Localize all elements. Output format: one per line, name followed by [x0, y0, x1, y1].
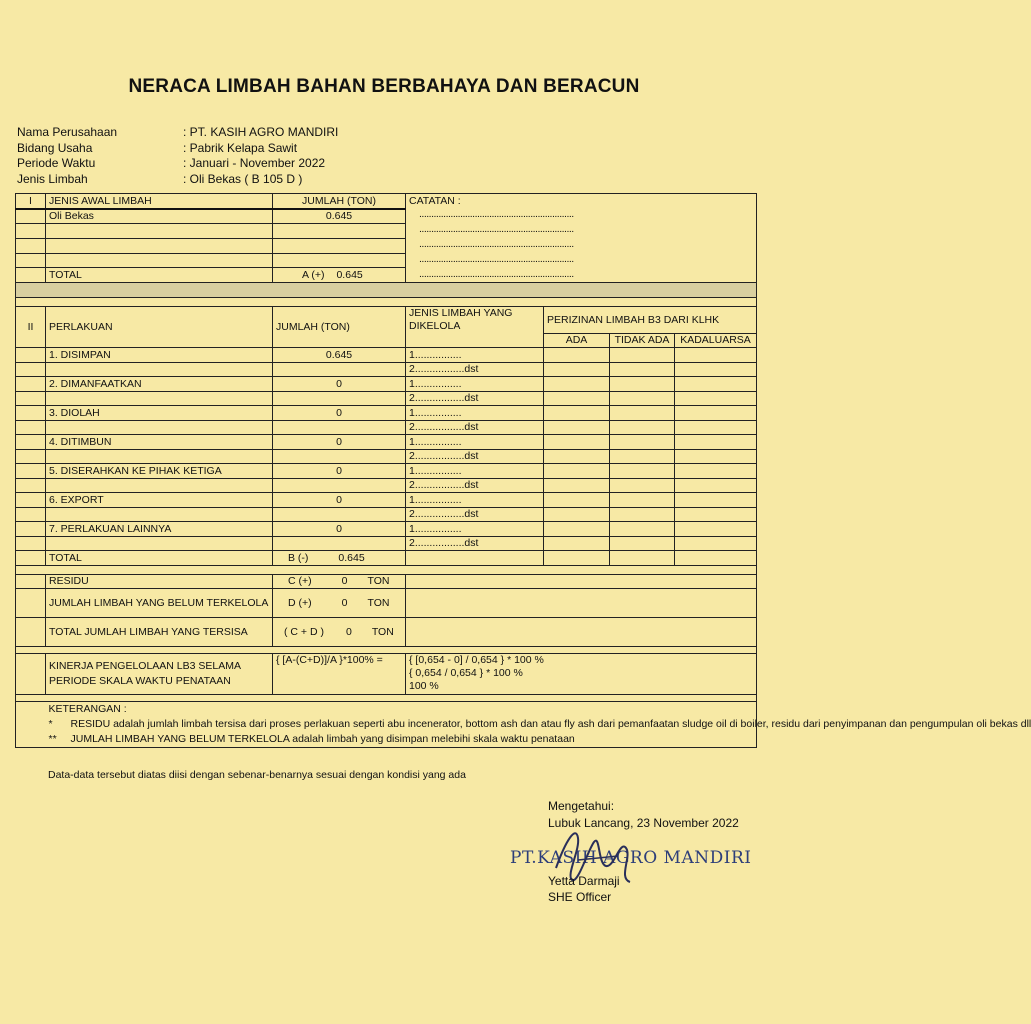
treatment-rows: [16, 348, 757, 551]
place-date: Lubuk Lancang, 23 November 2022: [548, 816, 739, 830]
treatment-row: [16, 449, 757, 464]
managed-waste-line: 2.................dst: [406, 507, 544, 522]
treatment-row: [16, 420, 757, 435]
performance-row: [16, 654, 757, 695]
managed-waste-line: 1................: [406, 522, 544, 537]
remaining-formula: ( C + D ): [284, 626, 324, 638]
managed-waste-line: 1................: [406, 493, 544, 508]
col-permit-yes: ADA: [544, 333, 610, 348]
notes-line: ................................................................: [419, 268, 574, 280]
meta-label: Bidang Usaha: [17, 140, 93, 155]
treatment-row: [16, 391, 757, 406]
meta-row-waste-type: [17, 172, 338, 188]
treatment-row: [16, 406, 757, 421]
notes-line: ................................................................: [419, 223, 574, 235]
performance-calculation: [406, 654, 757, 695]
col-initial-waste: JENIS AWAL LIMBAH: [46, 194, 273, 209]
calc-line-3: 100 %: [409, 680, 439, 692]
remaining-value: 0: [345, 626, 352, 638]
signatory-role: SHE Officer: [548, 890, 612, 904]
remaining-label: TOTAL JUMLAH LIMBAH YANG TERSISA: [46, 618, 273, 647]
note-2-text: JUMLAH LIMBAH YANG BELUM TERKELOLA adalah limbah yang disimpan melebihi skala waktu penataan: [70, 733, 575, 745]
col-managed-waste: JENIS LIMBAH YANG DIKELOLA: [406, 306, 544, 348]
meta-row-field: [17, 141, 338, 157]
notes-title: KETERANGAN :: [48, 703, 127, 715]
notes-row: [16, 702, 757, 748]
total-label: TOTAL: [46, 551, 273, 566]
treatment-label: 6. EXPORT: [46, 493, 273, 508]
unmanaged-value: 0: [341, 597, 348, 609]
total-amount-cell: [273, 551, 406, 566]
treatment-label: 2. DIMANFAATKAN: [46, 377, 273, 392]
performance-label: KINERJA PENGELOLAAN LB3 SELAMA PERIODE SKALA WAKTU PENATAAN: [46, 654, 273, 695]
treatment-row: [16, 507, 757, 522]
total-formula: B (-): [288, 551, 309, 564]
notes-line: ................................................................: [419, 253, 574, 265]
meta-value: : Januari - November 2022: [183, 156, 326, 170]
treatment-amount: 0: [273, 377, 406, 392]
meta-label: Periode Waktu: [17, 156, 96, 170]
treatment-row: [16, 478, 757, 493]
notes-cell: [406, 194, 757, 283]
residu-value: 0: [341, 575, 348, 588]
residu-formula: C (+): [288, 575, 312, 588]
treatment-amount: 0: [273, 464, 406, 479]
remaining-row: [16, 618, 757, 647]
company-info: [17, 125, 338, 187]
treatment-row: [16, 493, 757, 508]
treatment-amount: 0: [273, 493, 406, 508]
remaining-unit: TON: [371, 626, 394, 638]
residu-unit: TON: [367, 575, 390, 588]
calc-line-2: { 0,654 / 0,654 } * 100 %: [409, 667, 523, 679]
meta-label: Jenis Limbah: [17, 171, 88, 186]
meta-row-period: [17, 156, 338, 172]
treatment-label: 4. DITIMBUN: [46, 435, 273, 450]
treatment-row: [16, 377, 757, 392]
col-permit-no: TIDAK ADA: [610, 333, 675, 348]
managed-waste-line: 2.................dst: [406, 536, 544, 551]
notes-line: ................................................................: [419, 208, 574, 220]
managed-waste-line: 1................: [406, 464, 544, 479]
note-2-mark: **: [48, 733, 57, 745]
treatment-label: 5. DISERAHKAN KE PIHAK KETIGA: [46, 464, 273, 479]
residu-label: RESIDU: [46, 574, 273, 589]
treatment-row: [16, 348, 757, 363]
meta-value: : PT. KASIH AGRO MANDIRI: [183, 125, 339, 139]
initial-waste-name: Oli Bekas: [46, 209, 273, 224]
total-value: 0.645: [336, 269, 363, 282]
col-amount: JUMLAH (TON): [273, 194, 406, 209]
initial-waste-amount: 0.645: [273, 209, 406, 224]
notes-block: [46, 702, 1031, 748]
col-permit: PERIZINAN LIMBAH B3 DARI KLHK: [544, 306, 757, 333]
col-amount: JUMLAH (TON): [273, 306, 406, 348]
treatment-label: 7. PERLAKUAN LAINNYA: [46, 522, 273, 537]
treatment-row: [16, 362, 757, 377]
section1-number: I: [16, 194, 46, 209]
calc-line-1: { [0,654 - 0] / 0,654 } * 100 %: [409, 654, 544, 666]
unmanaged-label: JUMLAH LIMBAH YANG BELUM TERKELOLA: [46, 589, 273, 618]
total-amount-cell: [273, 268, 406, 283]
managed-waste-line: 2.................dst: [406, 391, 544, 406]
managed-waste-line: 2.................dst: [406, 478, 544, 493]
waste-balance-table: [15, 193, 1031, 748]
note-2: [49, 732, 754, 747]
treatment-row: [16, 464, 757, 479]
managed-waste-line: 2.................dst: [406, 420, 544, 435]
meta-value: : Oli Bekas ( B 105 D ): [183, 171, 303, 186]
meta-label: Nama Perusahaan: [17, 125, 118, 139]
acknowledged-label: Mengetahui:: [548, 799, 615, 813]
treatment-label: 3. DIOLAH: [46, 406, 273, 421]
note-1: [48, 717, 1031, 732]
note-1-mark: *: [48, 718, 53, 730]
managed-waste-line: 1................: [406, 377, 544, 392]
total-value: 0.645: [338, 551, 365, 564]
company-stamp: PT.KASIH AGRO MANDIRI: [510, 848, 752, 868]
treatment-row: [16, 536, 757, 551]
performance-formula: { [A-(C+D)]/A }*100% =: [273, 654, 406, 695]
managed-waste-line: 2.................dst: [406, 449, 544, 464]
unmanaged-unit: TON: [367, 597, 390, 609]
treatment-label: 1. DISIMPAN: [46, 348, 273, 363]
notes-line: ................................................................: [419, 238, 574, 250]
col-treatment: PERLAKUAN: [46, 306, 273, 348]
unmanaged-row: [16, 589, 757, 618]
section2-total-row: [16, 551, 757, 566]
treatment-amount: 0: [273, 406, 406, 421]
managed-waste-line: 1................: [406, 435, 544, 450]
section2-number: II: [16, 306, 46, 348]
note-1-text: RESIDU adalah jumlah limbah tersisa dari proses perlakuan seperti abu incenerator, bottom ash dan atau fly ash dari pemanfaatan sludge oil di boiler, residu dari penyimpanan dan pengumpulan oli bekas dll: [70, 718, 1031, 730]
total-formula: A (+): [302, 269, 325, 282]
section-divider: [16, 283, 757, 298]
treatment-amount: 0.645: [273, 348, 406, 363]
notes-lines: [409, 207, 753, 282]
section2-header: [16, 306, 757, 333]
signatory: [548, 873, 620, 905]
treatment-amount: 0: [273, 522, 406, 537]
remaining-amount-cell: [273, 618, 406, 647]
meta-value: : Pabrik Kelapa Sawit: [183, 140, 298, 155]
residu-amount-cell: [273, 574, 406, 589]
total-label: TOTAL: [46, 268, 273, 283]
residu-row: [16, 574, 757, 589]
notes-label: CATATAN :: [409, 195, 461, 207]
treatment-row: [16, 522, 757, 537]
managed-waste-line: 1................: [406, 348, 544, 363]
col-permit-expired: KADALUARSA: [675, 333, 757, 348]
signatory-name: Yetta Darmaji: [548, 874, 620, 888]
unmanaged-amount-cell: [273, 589, 406, 618]
treatment-row: [16, 435, 757, 450]
managed-waste-line: 1................: [406, 406, 544, 421]
page-title: NERACA LIMBAH BAHAN BERBAHAYA DAN BERACUN: [128, 76, 640, 97]
managed-waste-line: 2.................dst: [406, 362, 544, 377]
section1-header: [16, 194, 757, 209]
unmanaged-formula: D (+): [288, 597, 312, 609]
treatment-amount: 0: [273, 435, 406, 450]
declaration-text: Data-data tersebut diatas diisi dengan sebenar-benarnya sesuai dengan kondisi yang ada: [48, 769, 466, 781]
meta-row-company: [17, 125, 338, 141]
